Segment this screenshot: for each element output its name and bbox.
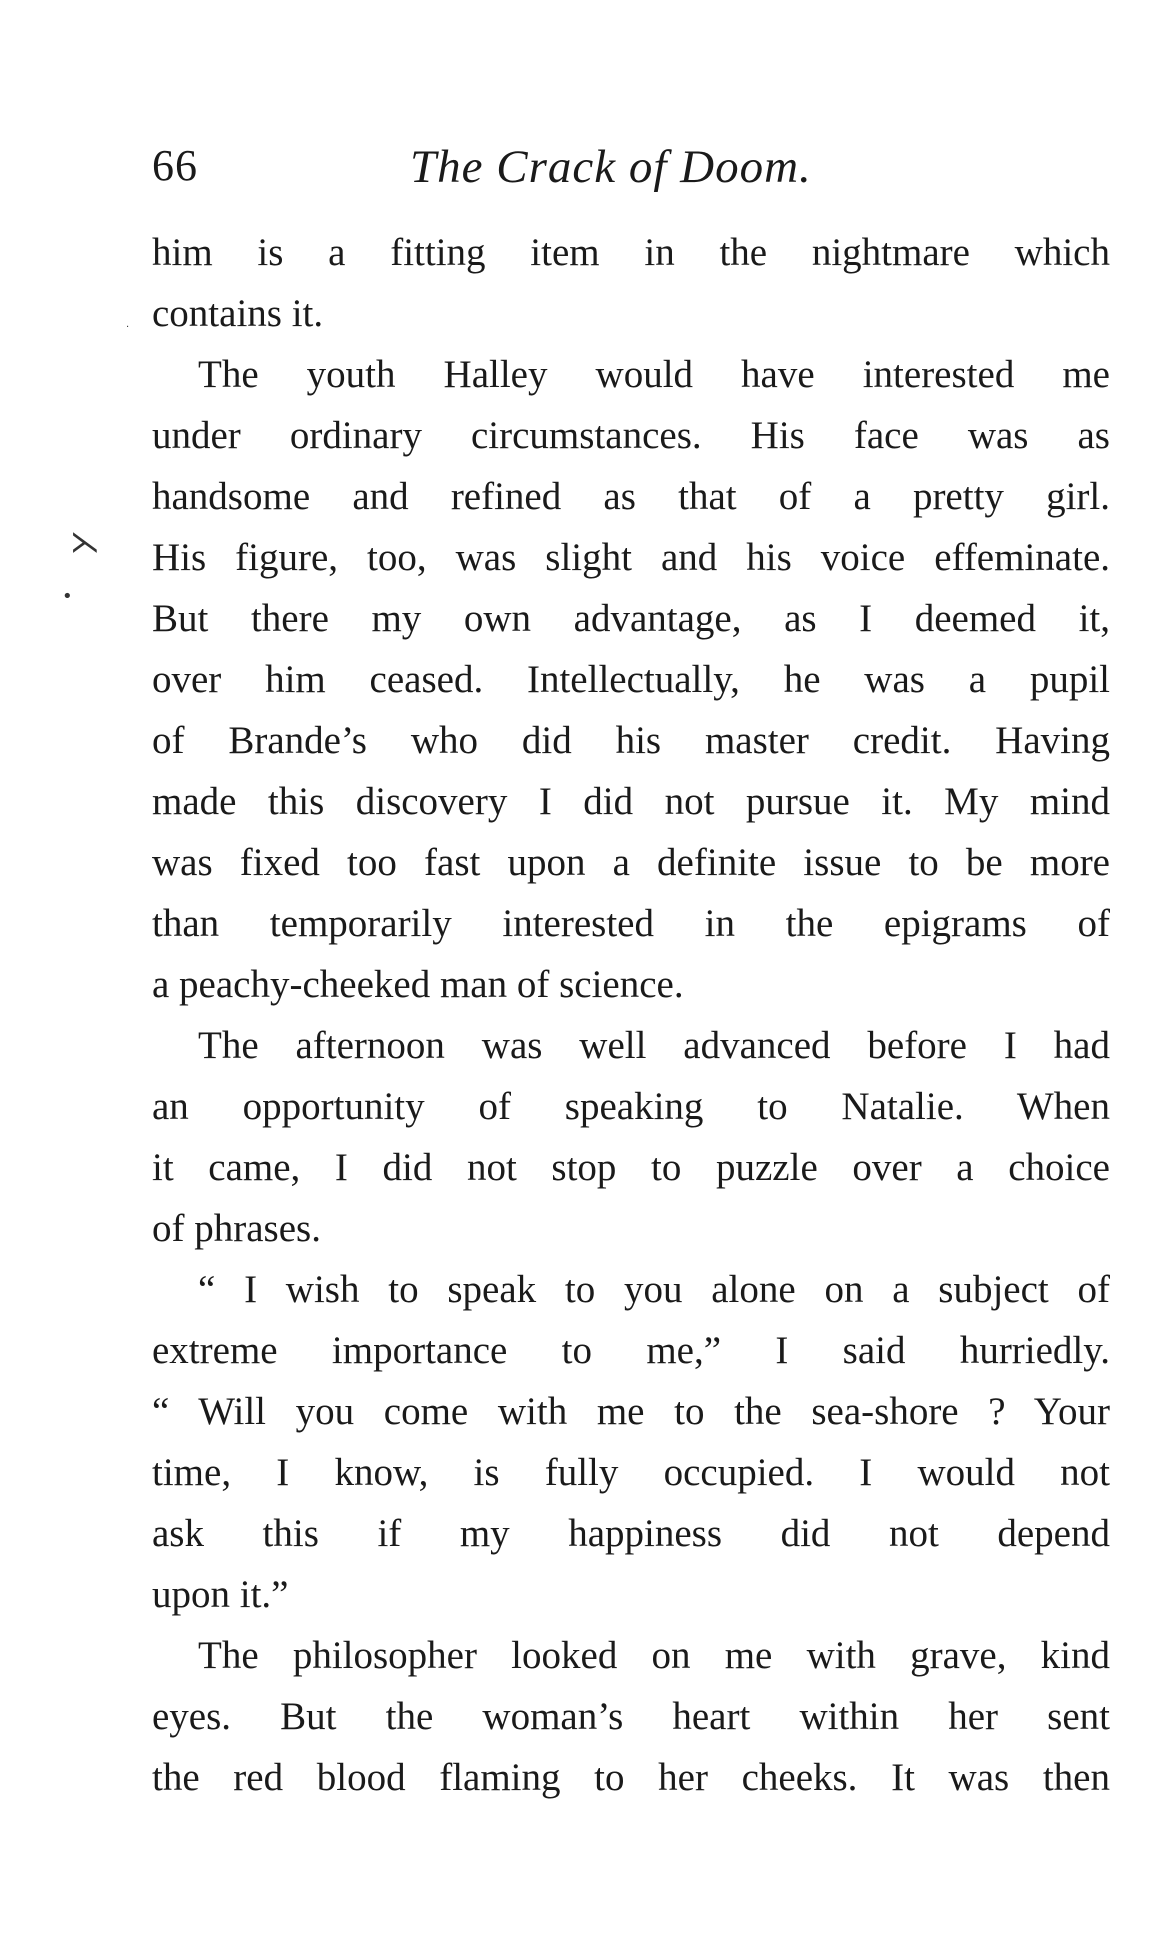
paragraph-first-line: The afternoon was well advanced before I had [198, 1024, 1110, 1067]
text-line: contains it. [152, 292, 324, 335]
text-line: an opportunity of speaking to Natalie. When [152, 1085, 1110, 1128]
running-title: The Crack of Doom. [410, 141, 812, 193]
text-line: But there my own advantage, as I deemed it, [152, 597, 1110, 640]
text-line: a peachy-cheeked man of science. [152, 963, 684, 1006]
text-line: made this discovery I did not pursue it. My mind [152, 780, 1110, 823]
text-line: “ Will you come with me to the sea-shore ? Your [152, 1390, 1110, 1433]
text-line: was fixed too fast upon a definite issue to be more [152, 841, 1110, 884]
text-line: over him ceased. Intellectually, he was a pupil [152, 658, 1110, 701]
text-line: ask this if my happiness did not depend [152, 1512, 1110, 1555]
text-line: His figure, too, was slight and his voice effeminate. [152, 536, 1110, 579]
text-line: extreme importance to me,” I said hurriedly. [152, 1329, 1110, 1372]
text-line: of Brande’s who did his master credit. Having [152, 719, 1110, 762]
text-line: the red blood flaming to her cheeks. It was then [152, 1756, 1110, 1799]
text-line: upon it.” [152, 1573, 289, 1616]
body-text [152, 222, 1110, 1808]
text-line: time, I know, is fully occupied. I would not [152, 1451, 1110, 1494]
text-line: it came, I did not stop to puzzle over a choice [152, 1146, 1110, 1189]
text-line: him is a fitting item in the nightmare which [152, 231, 1110, 274]
text-line: of phrases. [152, 1207, 321, 1250]
running-head [152, 140, 1112, 200]
margin-caret-mark: ⋋ [70, 525, 100, 560]
text-line: than temporarily interested in the epigrams of [152, 902, 1110, 945]
paragraph-first-line: “ I wish to speak to you alone on a subject of [198, 1268, 1110, 1311]
text-line: eyes. But the woman’s heart within her sent [152, 1695, 1110, 1738]
margin-dot-mark: • [62, 586, 73, 607]
text-line: handsome and refined as that of a pretty girl. [152, 475, 1110, 518]
margin-small-dot-mark: · [126, 322, 130, 333]
page-number: 66 [152, 141, 198, 190]
text-line: under ordinary circumstances. His face was as [152, 414, 1110, 457]
paragraph-first-line: The youth Halley would have interested me [198, 353, 1110, 396]
paragraph-first-line: The philosopher looked on me with grave, kind [198, 1634, 1110, 1677]
